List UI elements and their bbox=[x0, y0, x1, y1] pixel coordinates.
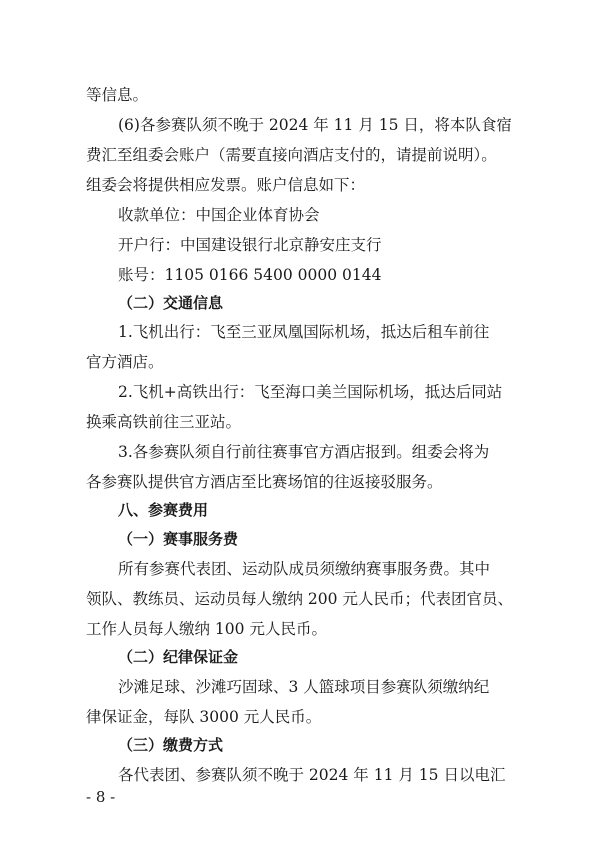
text-line: 沙滩足球、沙滩巧固球、3 人篮球项目参赛队须缴纳纪 bbox=[118, 678, 490, 696]
text-line: 组委会将提供相应发票。账户信息如下： bbox=[86, 176, 366, 194]
text-line: 官方酒店。 bbox=[86, 353, 164, 371]
section-heading: （一）赛事服务费 bbox=[118, 530, 239, 548]
section-heading: （三）缴费方式 bbox=[118, 736, 224, 754]
text-line: 工作人员每人缴纳 100 元人民币。 bbox=[86, 620, 327, 638]
text-line: 领队、教练员、运动员每人缴纳 200 元人民币；代表团官员、 bbox=[86, 590, 513, 608]
text-line: 费汇至组委会账户（需要直接向酒店支付的，请提前说明）。 bbox=[86, 146, 497, 164]
page-number: - 8 - bbox=[86, 788, 116, 806]
chapter-heading: 八、参赛费用 bbox=[118, 501, 209, 519]
text-line: 3.各参赛队须自行前往赛事官方酒店报到。组委会将为 bbox=[118, 443, 490, 461]
text-line: 等信息。 bbox=[86, 86, 149, 104]
text-line: 2.飞机+高铁出行：飞至海口美兰国际机场，抵达后同站 bbox=[118, 383, 503, 401]
text-line: 所有参赛代表团、运动队成员须缴纳赛事服务费。其中 bbox=[118, 560, 491, 578]
text-line: 开户行：中国建设银行北京静安庄支行 bbox=[118, 236, 382, 254]
text-line: 收款单位：中国企业体育协会 bbox=[118, 206, 320, 224]
text-line: 账号：1105 0166 5400 0000 0144 bbox=[118, 266, 382, 284]
text-line: 各代表团、参赛队须不晚于 2024 年 11 月 15 日以电汇 bbox=[118, 766, 506, 784]
text-line: (6)各参赛队须不晚于 2024 年 11 月 15 日，将本队食宿 bbox=[118, 116, 512, 134]
text-line: 换乘高铁前往三亚站。 bbox=[86, 413, 242, 431]
text-line: 律保证金，每队 3000 元人民币。 bbox=[86, 708, 322, 726]
text-line: 1.飞机出行：飞至三亚凤凰国际机场，抵达后租车前往 bbox=[118, 323, 490, 341]
section-heading: （二）纪律保证金 bbox=[118, 648, 239, 666]
section-heading: （二）交通信息 bbox=[118, 294, 224, 312]
text-line: 各参赛队提供官方酒店至比赛场馆的往返接驳服务。 bbox=[86, 473, 443, 491]
